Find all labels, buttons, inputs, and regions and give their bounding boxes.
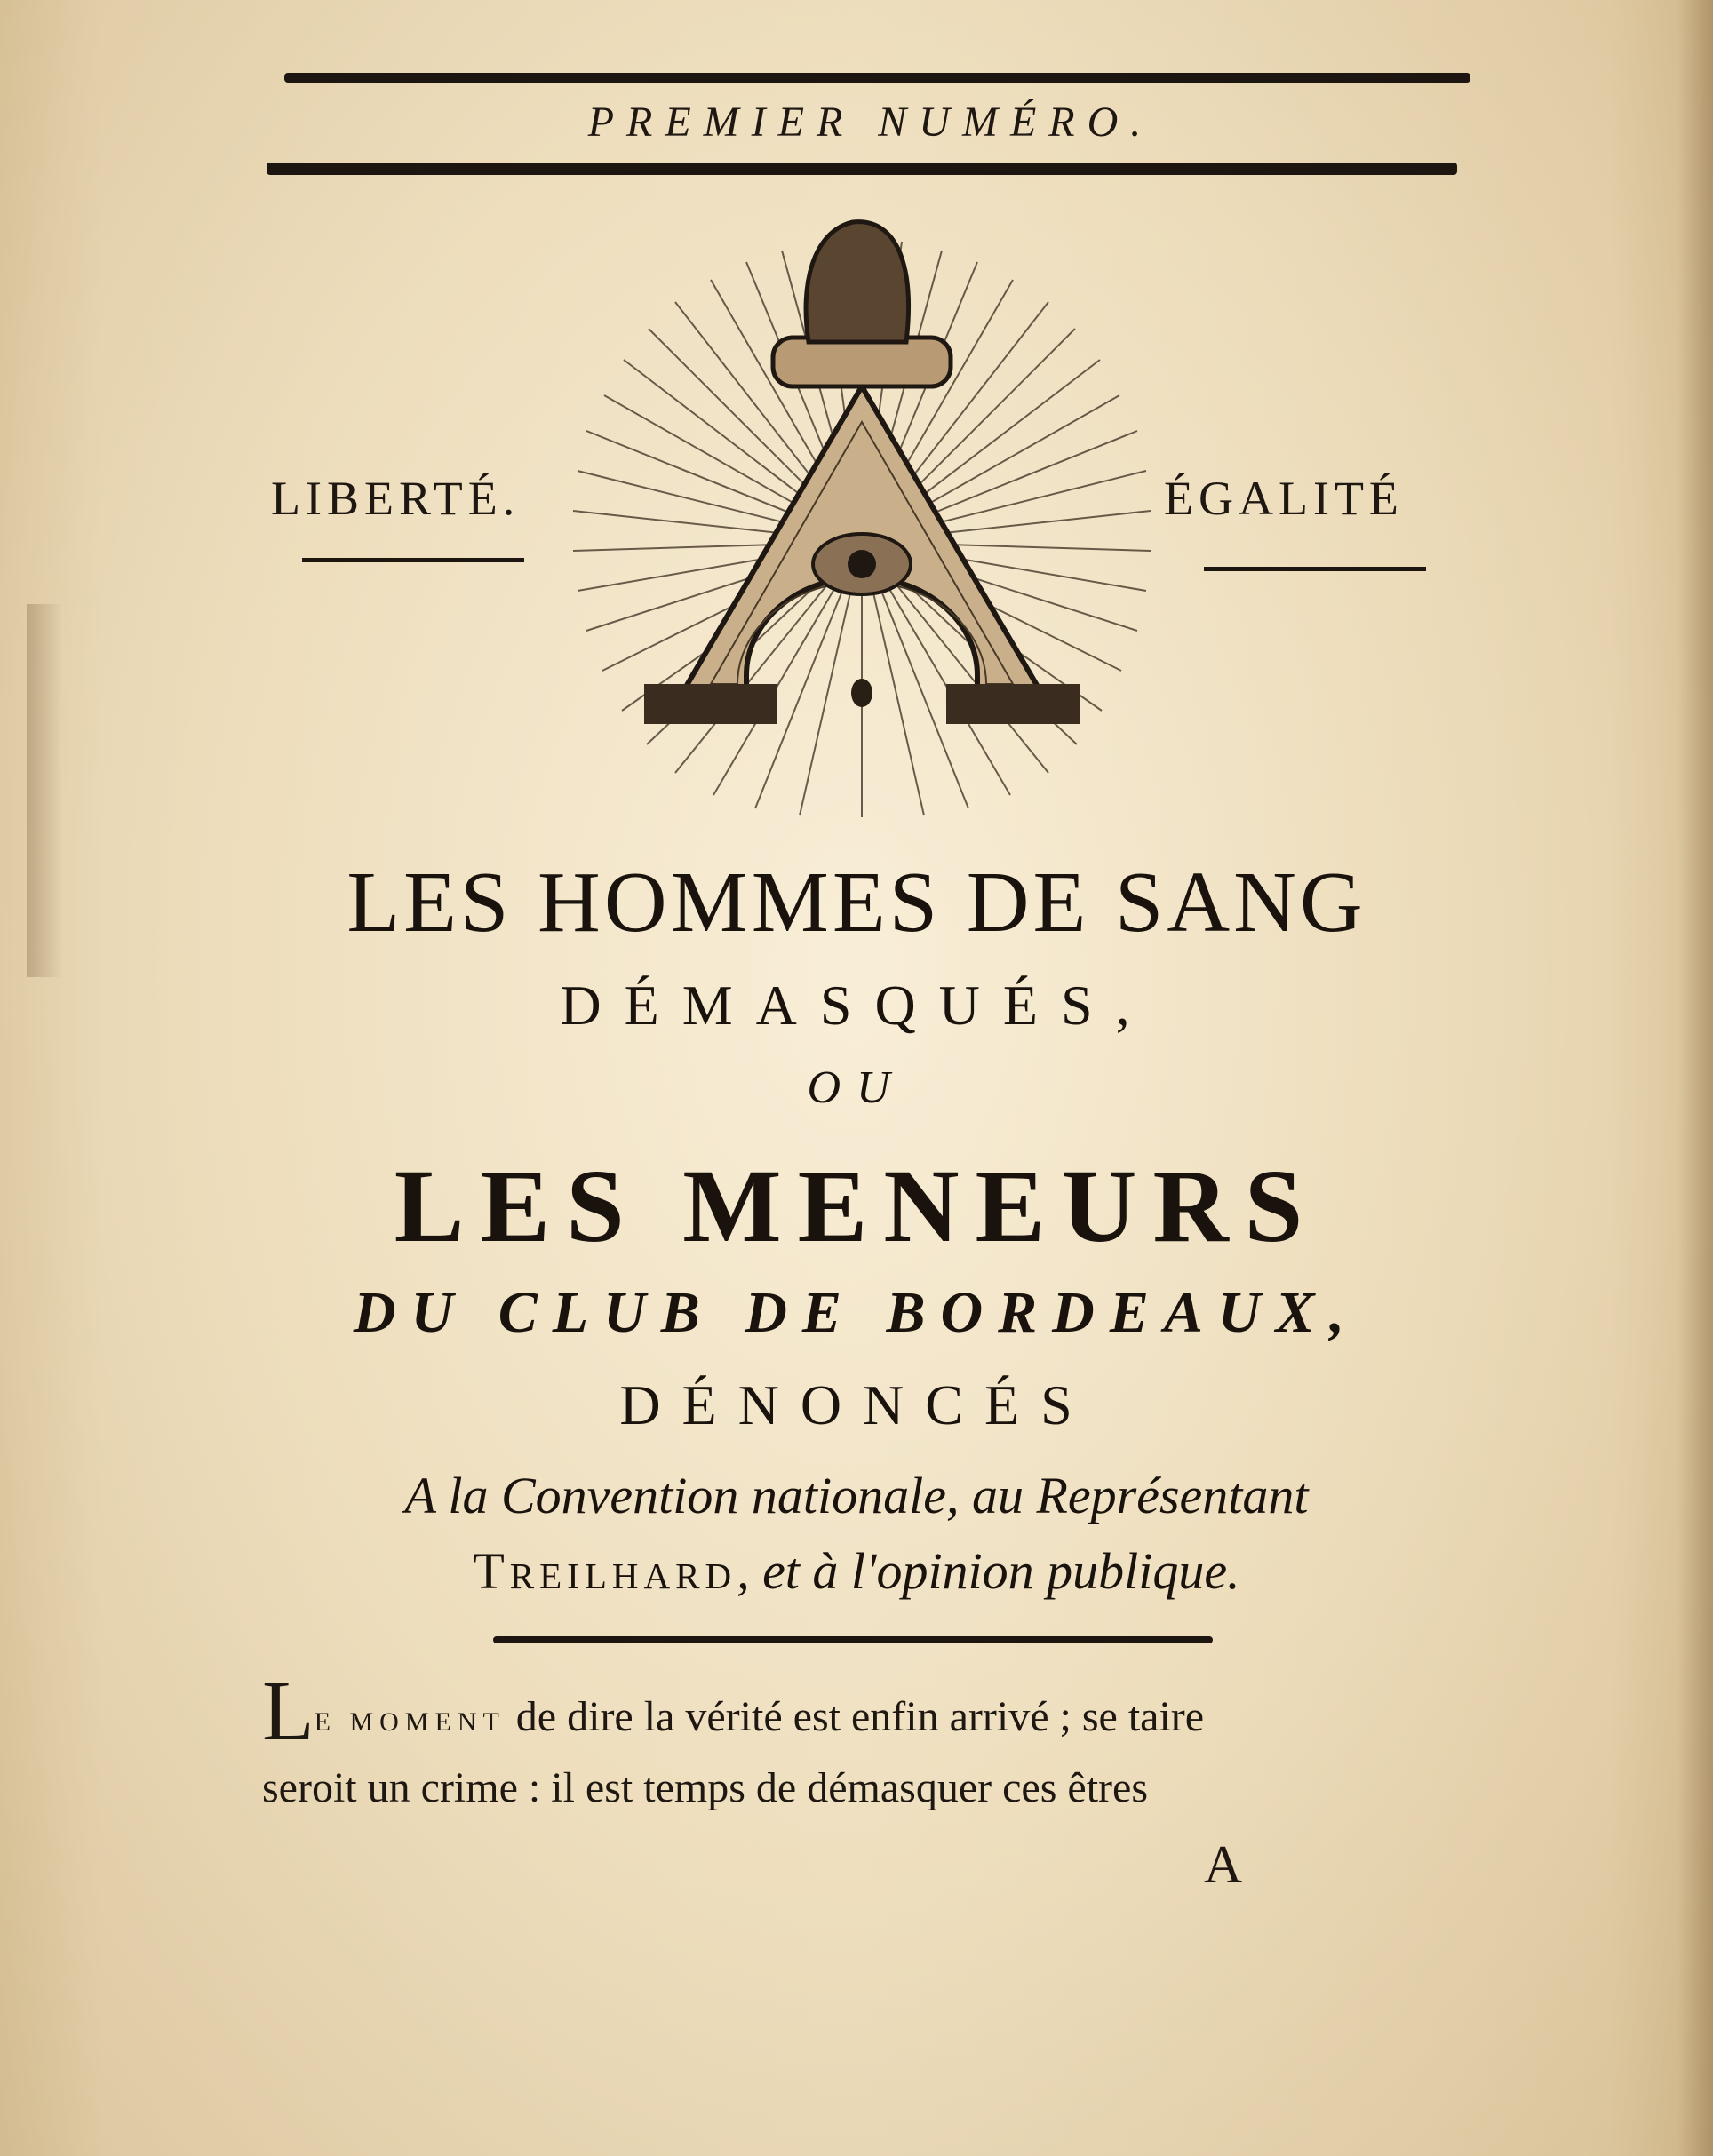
issue-number: PREMIER NUMÉRO. (587, 99, 1154, 146)
body-line-2: seroit un crime : il est temps de démasquer ces êtres (262, 1764, 1149, 1811)
title-line-7: A la Convention nationale, au Représentant (404, 1467, 1309, 1524)
motto-egalite: ÉGALITÉ (1164, 472, 1404, 525)
top-rule (284, 73, 1470, 83)
title-line-8 (178, 1541, 1535, 1601)
motto-right-rule (1204, 567, 1426, 571)
title-line-8-rest: , et à l'opinion publique. (737, 1542, 1240, 1600)
title-line-5: DU CLUB DE BORDEAUX, (353, 1280, 1360, 1345)
header-rule (267, 163, 1457, 175)
motto-liberte: LIBERTÉ. (271, 472, 521, 525)
title-line-3: OU (807, 1062, 906, 1113)
title-line-6: DÉNONCÉS (619, 1373, 1094, 1436)
body-line-1-rest: de dire la vérité est enfin arrivé ; se taire (505, 1693, 1205, 1740)
masonic-emblem-icon (569, 213, 1155, 817)
title-line-1: LES HOMMES DE SANG (347, 855, 1366, 951)
body-line-1 (262, 1663, 1439, 1758)
motto-left-rule (302, 558, 524, 562)
representative-name: Treilhard (473, 1542, 737, 1600)
lead-caps: E MOMENT (314, 1707, 506, 1737)
title-line-2: DÉMASQUÉS, (560, 974, 1153, 1037)
section-rule (493, 1636, 1213, 1643)
title-line-4: LES MENEURS (394, 1148, 1319, 1264)
drop-cap: L (262, 1663, 315, 1758)
signature-mark: A (1204, 1835, 1243, 1894)
